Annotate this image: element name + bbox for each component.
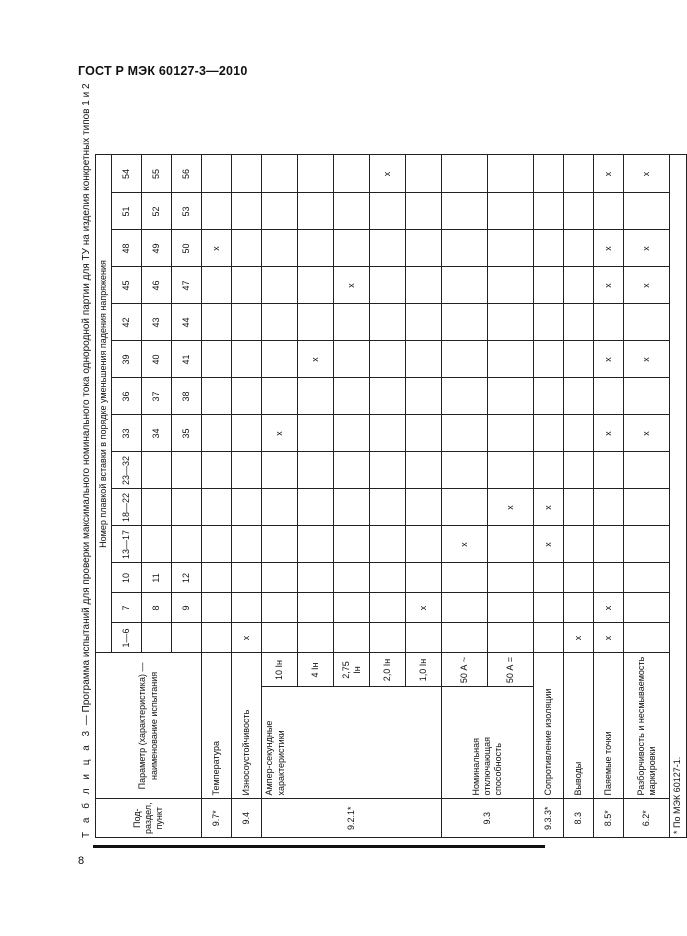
mark-cell [202, 378, 232, 415]
mark-cell [370, 230, 406, 267]
mark-cell [298, 193, 334, 230]
table-footnote: * По МЭК 60127-1. [670, 155, 686, 838]
mark-cell [370, 623, 406, 653]
mark-cell: x [624, 415, 670, 452]
mark-cell [442, 193, 488, 230]
fuse-number-cell: 12 [172, 563, 202, 593]
mark-cell [564, 526, 594, 563]
mark-cell [202, 489, 232, 526]
mark-cell [262, 267, 298, 304]
fuse-number-cell [172, 623, 202, 653]
mark-cell [406, 341, 442, 378]
mark-cell [406, 452, 442, 489]
page-header-title: ГОСТ Р МЭК 60127-3—2010 [78, 64, 248, 78]
mark-cell [594, 489, 624, 526]
mark-cell [442, 593, 488, 623]
mark-cell: x [534, 489, 564, 526]
mark-cell [202, 415, 232, 452]
mark-cell [334, 563, 370, 593]
fuse-number-cell: 54 [112, 155, 142, 193]
mark-cell: x [406, 593, 442, 623]
mark-cell [564, 304, 594, 341]
fuse-number-cell: 39 [112, 341, 142, 378]
mark-cell: x [594, 593, 624, 623]
param-cell: Температура [202, 653, 232, 799]
header-section: Под-раздел, пункт [96, 799, 202, 838]
fuse-number-cell: 51 [112, 193, 142, 230]
mark-cell [534, 623, 564, 653]
fuse-number-cell [172, 526, 202, 563]
mark-cell [534, 378, 564, 415]
page-bottom-rule [93, 845, 545, 848]
mark-cell: x [564, 623, 594, 653]
fuse-number-cell: 47 [172, 267, 202, 304]
mark-cell [262, 489, 298, 526]
mark-cell [406, 230, 442, 267]
param-cell: Номинальная отключающая способность [442, 687, 534, 799]
mark-cell [488, 563, 534, 593]
mark-cell [334, 415, 370, 452]
sub-param-cell: 10 Iн [262, 653, 298, 687]
mark-cell [202, 193, 232, 230]
mark-cell [594, 563, 624, 593]
fuse-number-cell [172, 452, 202, 489]
test-program-table [95, 154, 687, 838]
mark-cell: x [232, 623, 262, 653]
mark-cell [564, 415, 594, 452]
mark-cell [298, 593, 334, 623]
mark-cell [202, 267, 232, 304]
mark-cell [202, 304, 232, 341]
param-cell: Выводы [564, 653, 594, 799]
mark-cell [488, 155, 534, 193]
mark-cell [406, 415, 442, 452]
fuse-number-cell: 43 [142, 304, 172, 341]
mark-cell: x [298, 341, 334, 378]
fuse-number-cell: 56 [172, 155, 202, 193]
mark-cell [334, 304, 370, 341]
mark-cell [442, 623, 488, 653]
mark-cell: x [262, 415, 298, 452]
section-cell: 9.2.1* [262, 799, 442, 838]
mark-cell [262, 230, 298, 267]
mark-cell [202, 452, 232, 489]
mark-cell [488, 193, 534, 230]
mark-cell [262, 563, 298, 593]
mark-cell [232, 230, 262, 267]
mark-cell [334, 378, 370, 415]
fuse-number-cell [142, 452, 172, 489]
mark-cell: x [594, 415, 624, 452]
mark-cell [232, 452, 262, 489]
fuse-number-cell: 37 [142, 378, 172, 415]
mark-cell [594, 526, 624, 563]
fuse-number-cell: 7 [112, 593, 142, 623]
mark-cell: x [594, 623, 624, 653]
mark-cell [370, 341, 406, 378]
section-cell: 9.7* [202, 799, 232, 838]
section-cell: 6.2* [624, 799, 670, 838]
mark-cell [298, 526, 334, 563]
fuse-number-cell: 33 [112, 415, 142, 452]
mark-cell [442, 230, 488, 267]
mark-cell [406, 563, 442, 593]
mark-cell [564, 230, 594, 267]
mark-cell [232, 593, 262, 623]
param-cell: Ампер-секундные характеристики [262, 687, 442, 799]
fuse-number-cell: 35 [172, 415, 202, 452]
mark-cell [442, 563, 488, 593]
mark-cell [202, 155, 232, 193]
mark-cell [442, 304, 488, 341]
sub-param-cell: 4 Iн [298, 653, 334, 687]
mark-cell [594, 193, 624, 230]
mark-cell [488, 415, 534, 452]
mark-cell [370, 415, 406, 452]
fuse-number-cell: 50 [172, 230, 202, 267]
mark-cell [262, 593, 298, 623]
mark-cell [232, 304, 262, 341]
mark-cell [624, 526, 670, 563]
param-cell: Сопротивление изоляции [534, 653, 564, 799]
mark-cell [442, 341, 488, 378]
mark-cell [334, 452, 370, 489]
mark-cell [488, 452, 534, 489]
mark-cell [334, 193, 370, 230]
mark-cell: x [594, 230, 624, 267]
section-cell: 9.3.3* [534, 799, 564, 838]
param-cell: Износоустойчивость [232, 653, 262, 799]
fuse-number-cell: 9 [172, 593, 202, 623]
fuse-number-cell: 8 [142, 593, 172, 623]
fuse-number-cell: 1—6 [112, 623, 142, 653]
mark-cell [624, 593, 670, 623]
mark-cell [442, 267, 488, 304]
mark-cell [334, 230, 370, 267]
mark-cell [232, 155, 262, 193]
mark-cell [262, 526, 298, 563]
mark-cell [534, 304, 564, 341]
mark-cell [298, 452, 334, 489]
mark-cell [624, 304, 670, 341]
mark-cell [534, 230, 564, 267]
mark-cell [202, 563, 232, 593]
fuse-number-cell: 10 [112, 563, 142, 593]
fuse-number-cell: 40 [142, 341, 172, 378]
param-cell: Паяемые точки [594, 653, 624, 799]
mark-cell [232, 489, 262, 526]
mark-cell [594, 452, 624, 489]
mark-cell [624, 378, 670, 415]
mark-cell [370, 267, 406, 304]
fuse-number-cell [142, 623, 172, 653]
table-caption [81, 83, 92, 838]
sub-param-cell: 2,0 Iн [370, 653, 406, 687]
mark-cell: x [488, 489, 534, 526]
mark-cell [406, 304, 442, 341]
mark-cell [370, 563, 406, 593]
mark-cell [442, 489, 488, 526]
mark-cell [534, 341, 564, 378]
mark-cell [370, 304, 406, 341]
sub-param-cell: 50 А ~ [442, 653, 488, 687]
mark-cell [488, 304, 534, 341]
mark-cell [298, 415, 334, 452]
mark-cell: x [594, 155, 624, 193]
fuse-number-cell: 52 [142, 193, 172, 230]
mark-cell [232, 526, 262, 563]
mark-cell [262, 452, 298, 489]
mark-cell [488, 267, 534, 304]
mark-cell: x [534, 526, 564, 563]
fuse-number-cell: 41 [172, 341, 202, 378]
mark-cell [370, 193, 406, 230]
header-fuse-group: Номер плавкой вставки в порядке уменьшения падения напряжения [96, 155, 112, 653]
mark-cell: x [624, 267, 670, 304]
mark-cell [442, 155, 488, 193]
mark-cell [488, 593, 534, 623]
fuse-number-cell: 55 [142, 155, 172, 193]
mark-cell [406, 489, 442, 526]
section-cell: 8.5* [594, 799, 624, 838]
mark-cell [624, 563, 670, 593]
mark-cell: x [442, 526, 488, 563]
mark-cell [534, 155, 564, 193]
mark-cell [406, 267, 442, 304]
mark-cell: x [624, 230, 670, 267]
mark-cell [564, 378, 594, 415]
fuse-number-cell: 42 [112, 304, 142, 341]
mark-cell [334, 623, 370, 653]
mark-cell [262, 155, 298, 193]
mark-cell: x [202, 230, 232, 267]
mark-cell [298, 563, 334, 593]
sub-param-cell: 50 А = [488, 653, 534, 687]
mark-cell [298, 489, 334, 526]
fuse-number-cell [172, 489, 202, 526]
mark-cell [202, 341, 232, 378]
fuse-number-cell: 46 [142, 267, 172, 304]
mark-cell [442, 452, 488, 489]
mark-cell [370, 526, 406, 563]
mark-cell: x [334, 267, 370, 304]
mark-cell [262, 378, 298, 415]
mark-cell [334, 526, 370, 563]
mark-cell: x [370, 155, 406, 193]
fuse-number-cell [142, 489, 172, 526]
mark-cell [232, 341, 262, 378]
section-cell: 8.3 [564, 799, 594, 838]
mark-cell [488, 341, 534, 378]
fuse-number-cell [142, 526, 172, 563]
mark-cell [202, 526, 232, 563]
mark-cell [232, 378, 262, 415]
mark-cell [488, 230, 534, 267]
mark-cell [406, 193, 442, 230]
mark-cell [564, 452, 594, 489]
mark-cell [564, 489, 594, 526]
mark-cell [298, 623, 334, 653]
mark-cell [564, 593, 594, 623]
mark-cell [406, 623, 442, 653]
mark-cell [334, 341, 370, 378]
mark-cell: x [624, 155, 670, 193]
page-number: 8 [78, 855, 85, 867]
mark-cell [594, 304, 624, 341]
mark-cell [488, 378, 534, 415]
mark-cell [298, 267, 334, 304]
mark-cell [624, 193, 670, 230]
mark-cell [334, 155, 370, 193]
fuse-number-cell: 48 [112, 230, 142, 267]
mark-cell [488, 623, 534, 653]
mark-cell [370, 378, 406, 415]
mark-cell [262, 623, 298, 653]
fuse-number-cell: 13—17 [112, 526, 142, 563]
mark-cell [406, 526, 442, 563]
mark-cell [262, 341, 298, 378]
mark-cell [442, 378, 488, 415]
mark-cell [564, 193, 594, 230]
mark-cell: x [594, 341, 624, 378]
fuse-number-cell: 18—22 [112, 489, 142, 526]
fuse-number-cell: 44 [172, 304, 202, 341]
fuse-number-cell: 45 [112, 267, 142, 304]
fuse-number-cell: 11 [142, 563, 172, 593]
rotated-table-block [81, 83, 683, 838]
fuse-number-cell: 53 [172, 193, 202, 230]
fuse-number-cell: 34 [142, 415, 172, 452]
mark-cell [534, 563, 564, 593]
mark-cell [442, 415, 488, 452]
section-cell: 9.4 [232, 799, 262, 838]
mark-cell [232, 193, 262, 230]
mark-cell [534, 267, 564, 304]
mark-cell [298, 230, 334, 267]
mark-cell [232, 563, 262, 593]
mark-cell [370, 593, 406, 623]
mark-cell [564, 267, 594, 304]
mark-cell [370, 489, 406, 526]
mark-cell [232, 415, 262, 452]
mark-cell [370, 452, 406, 489]
mark-cell: x [624, 341, 670, 378]
mark-cell [232, 267, 262, 304]
mark-cell [262, 304, 298, 341]
mark-cell [624, 489, 670, 526]
sub-param-cell: 2,75 Iн [334, 653, 370, 687]
mark-cell [488, 526, 534, 563]
mark-cell [564, 155, 594, 193]
mark-cell [534, 452, 564, 489]
mark-cell [564, 563, 594, 593]
table-caption-label: Т а б л и ц а 3 [81, 727, 92, 838]
mark-cell [406, 155, 442, 193]
mark-cell [298, 304, 334, 341]
fuse-number-cell: 49 [142, 230, 172, 267]
header-parameter: Параметр (характеристика) — наименование испытания [96, 653, 202, 799]
mark-cell [202, 593, 232, 623]
mark-cell [406, 378, 442, 415]
mark-cell [298, 155, 334, 193]
mark-cell: x [594, 267, 624, 304]
section-cell: 9.3 [442, 799, 534, 838]
mark-cell [262, 193, 298, 230]
mark-cell [202, 623, 232, 653]
param-cell: Разборчивость и несмываемость маркировки [624, 653, 670, 799]
table-caption-text: — Программа испытаний для проверки максимального номинального тока однородной партии для ТУ на изделия конкретных типов 1 и 2 [81, 83, 92, 728]
mark-cell [334, 593, 370, 623]
mark-cell [534, 193, 564, 230]
fuse-number-cell: 23—32 [112, 452, 142, 489]
mark-cell [594, 378, 624, 415]
mark-cell [624, 452, 670, 489]
fuse-number-cell: 38 [172, 378, 202, 415]
mark-cell [334, 489, 370, 526]
mark-cell [534, 593, 564, 623]
mark-cell [298, 378, 334, 415]
mark-cell [534, 415, 564, 452]
mark-cell [564, 341, 594, 378]
mark-cell [624, 623, 670, 653]
fuse-number-cell: 36 [112, 378, 142, 415]
sub-param-cell: 1,0 Iн [406, 653, 442, 687]
